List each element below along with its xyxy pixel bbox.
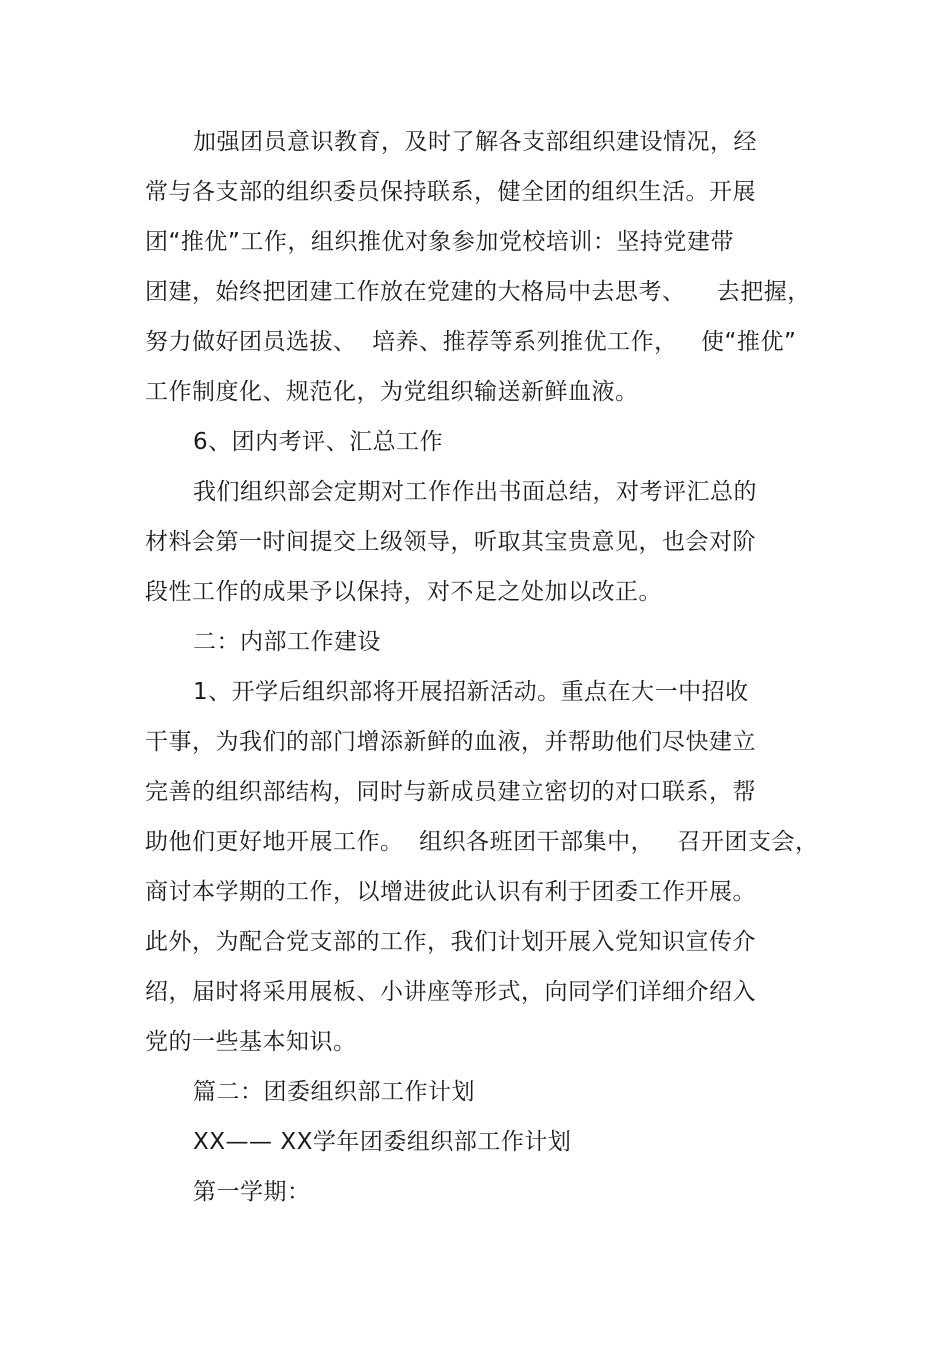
- text-line-9: 材料会第一时间提交上级领导，听取其宝贵意见，也会对阶: [145, 529, 756, 555]
- text-line-13: 干事，为我们的部门增添新鲜的血液，并帮助他们尽快建立: [145, 729, 756, 755]
- text-line-12: 1、开学后组织部将开展招新活动。重点在大一中招收: [193, 679, 749, 705]
- text-line-17: 此外，为配合党支部的工作，我们计划开展入党知识宣传介: [145, 929, 756, 955]
- text-line-1: 加强团员意识教育，及时了解各支部组织建设情况，经: [193, 129, 757, 155]
- semester-heading: 第一学期：: [193, 1179, 311, 1205]
- text-line-8: 我们组织部会定期对工作作出书面总结，对考评汇总的: [193, 479, 757, 505]
- section-heading-6: 6、团内考评、汇总工作: [193, 429, 444, 455]
- text-line-16: 商讨本学期的工作，以增进彼此认识有利于团委工作开展。: [145, 879, 756, 905]
- text-line-15: 助他们更好地开展工作。 组织各班团干部集中， 召开团支会，: [145, 829, 819, 855]
- plan-title: XX—— XX学年团委组织部工作计划: [193, 1129, 572, 1155]
- text-line-4: 团建，始终把团建工作放在党建的大格局中去思考、 去把握，: [145, 279, 811, 305]
- text-line-14: 完善的组织部结构，同时与新成员建立密切的对口联系，帮: [145, 779, 756, 805]
- text-line-2: 常与各支部的组织委员保持联系，健全团的组织生活。开展: [145, 179, 756, 205]
- text-line-5: 努力做好团员选拔、 培养、推荐等系列推优工作， 使“推优”: [145, 329, 797, 355]
- section-heading-internal: 二：内部工作建设: [193, 629, 381, 655]
- text-line-3: 团“推优”工作，组织推优对象参加党校培训：坚持党建带: [145, 229, 734, 255]
- chapter-heading-2: 篇二：团委组织部工作计划: [193, 1079, 475, 1105]
- text-line-10: 段性工作的成果予以保持，对不足之处加以改正。: [145, 579, 662, 605]
- text-line-18: 绍，届时将采用展板、小讲座等形式，向同学们详细介绍入: [145, 979, 756, 1005]
- text-line-6: 工作制度化、规范化，为党组织输送新鲜血液。: [145, 379, 639, 405]
- text-line-19: 党的一些基本知识。: [145, 1029, 357, 1055]
